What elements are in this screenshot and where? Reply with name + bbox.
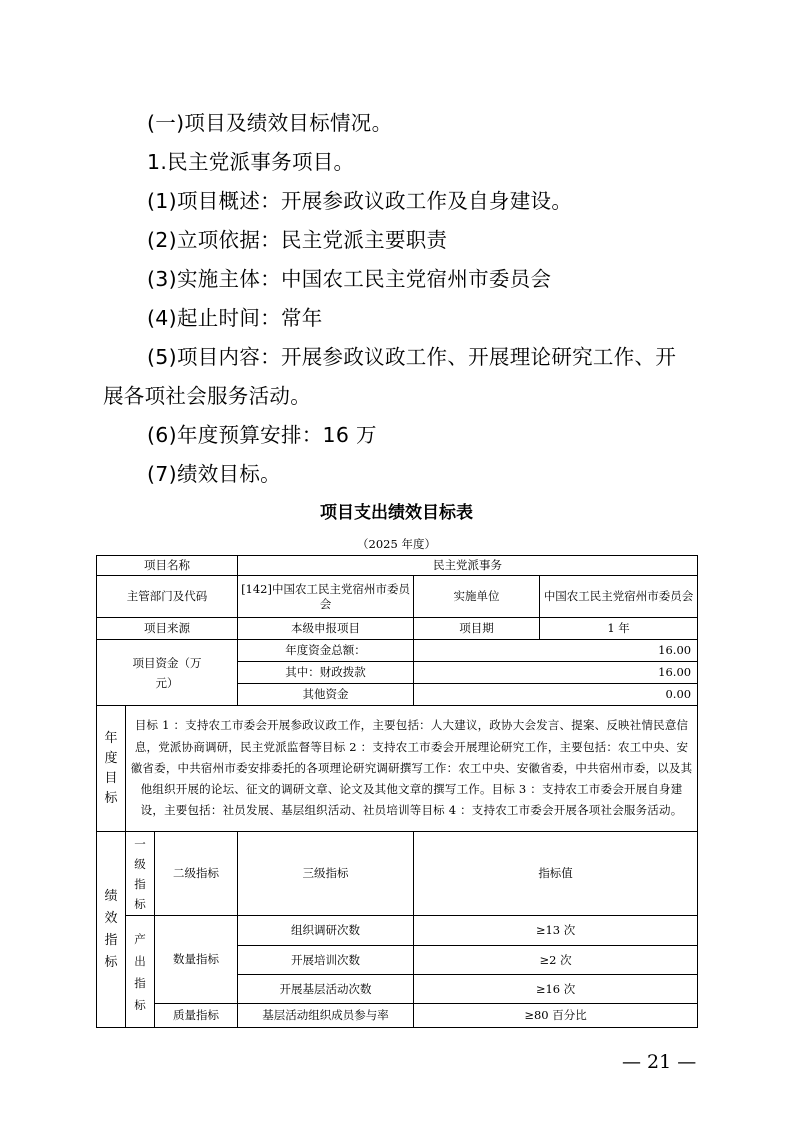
indicator-name: 开展基层活动次数 [238, 975, 414, 1004]
annual-target-label-text: 年度目标 [104, 730, 118, 806]
body-line: (一)项目及绩效目标情况。 [147, 111, 393, 135]
source-label: 项目来源 [97, 618, 238, 640]
level1-header-text: 一级指标 [134, 836, 146, 911]
indicator-value: ≥80 百分比 [414, 1004, 698, 1028]
body-line: (3)实施主体：中国农工民主党宿州市委员会 [147, 267, 552, 291]
fund-label [97, 640, 238, 706]
indicator-value: ≥16 次 [414, 975, 698, 1004]
dept-value: [142]中国农工民主党宿州市委员会 [238, 576, 414, 618]
table-row [97, 576, 698, 618]
level1-header [126, 832, 155, 916]
performance-target-table [96, 555, 698, 1028]
table-row [97, 1004, 698, 1028]
dept-label: 主管部门及代码 [97, 576, 238, 618]
table-row [97, 618, 698, 640]
body-line: (5)项目内容：开展参政议政工作、开展理论研究工作、开 [147, 345, 677, 369]
body-line: 展各项社会服务活动。 [103, 384, 311, 408]
output-label [126, 916, 155, 1028]
fund-fiscal-value: 16.00 [414, 662, 698, 684]
fund-total-label: 年度资金总额： [238, 640, 414, 662]
value-header: 指标值 [414, 832, 698, 916]
output-label-text: 产出指标 [134, 931, 146, 1012]
fund-other-value: 0.00 [414, 684, 698, 706]
indicator-name: 开展培训次数 [238, 946, 414, 975]
indicator-value: ≥2 次 [414, 946, 698, 975]
perf-label-text: 绩效指标 [104, 888, 118, 970]
table-subtitle: （2025 年度） [357, 537, 436, 551]
body-line: (4)起止时间：常年 [147, 306, 323, 330]
page-number: — 21 — [622, 1051, 697, 1073]
indicator-name: 组织调研次数 [238, 916, 414, 946]
table-row [97, 640, 698, 662]
annual-target-text: 目标 1 ：支持农工市委会开展参政议政工作，主要包括：人大建议，政协大会发言、提案、反映社情民意信息，党派协商调研，民主党派监督等目标 2 ：支持农工市委会开展理论研究工作，主要包括：农工中央、安徽省委，中共宿州市委安排委托的各项理论研究调研撰写工作：农工中央、安徽省委，中共宿州市委，以及其他组织开展的论坛、征文的调研文章、论文及其他文章的撰写工作。目标 3 ：支持农工市委会开展自身建设，主要包括：社员发展、基层组织活动、社员培训等目标 4 ：支持农工市委会开展各项社会服务活动。 [126, 706, 698, 832]
body-line: (1)项目概述：开展参政议政工作及自身建设。 [147, 189, 573, 213]
level3-header: 三级指标 [238, 832, 414, 916]
table-row [97, 556, 698, 576]
source-value: 本级申报项目 [238, 618, 414, 640]
quantity-label: 数量指标 [155, 916, 238, 1004]
period-label: 项目期 [414, 618, 540, 640]
table-row [97, 916, 698, 946]
unit-label: 实施单位 [414, 576, 540, 618]
table-row [97, 706, 698, 832]
table-title: 项目支出绩效目标表 [320, 503, 473, 523]
project-name-value: 民主党派事务 [238, 556, 698, 576]
fund-fiscal-label: 其中：财政拨款 [238, 662, 414, 684]
fund-label-text: 项目资金（万元） [132, 655, 202, 690]
body-line: (7)绩效目标。 [147, 462, 281, 486]
annual-target-label [97, 706, 126, 832]
quality-label: 质量指标 [155, 1004, 238, 1028]
indicator-value: ≥13 次 [414, 916, 698, 946]
level2-header: 二级指标 [155, 832, 238, 916]
perf-label [97, 832, 126, 1028]
body-line: (6)年度预算安排：16 万 [147, 423, 377, 447]
body-line: (2)立项依据：民主党派主要职责 [147, 228, 448, 252]
unit-value: 中国农工民主党宿州市委员会 [540, 576, 698, 618]
table-row [97, 832, 698, 916]
fund-other-label: 其他资金 [238, 684, 414, 706]
period-value: 1 年 [540, 618, 698, 640]
fund-total-value: 16.00 [414, 640, 698, 662]
indicator-name: 基层活动组织成员参与率 [238, 1004, 414, 1028]
project-name-label: 项目名称 [97, 556, 238, 576]
body-line: 1.民主党派事务项目。 [147, 150, 355, 174]
